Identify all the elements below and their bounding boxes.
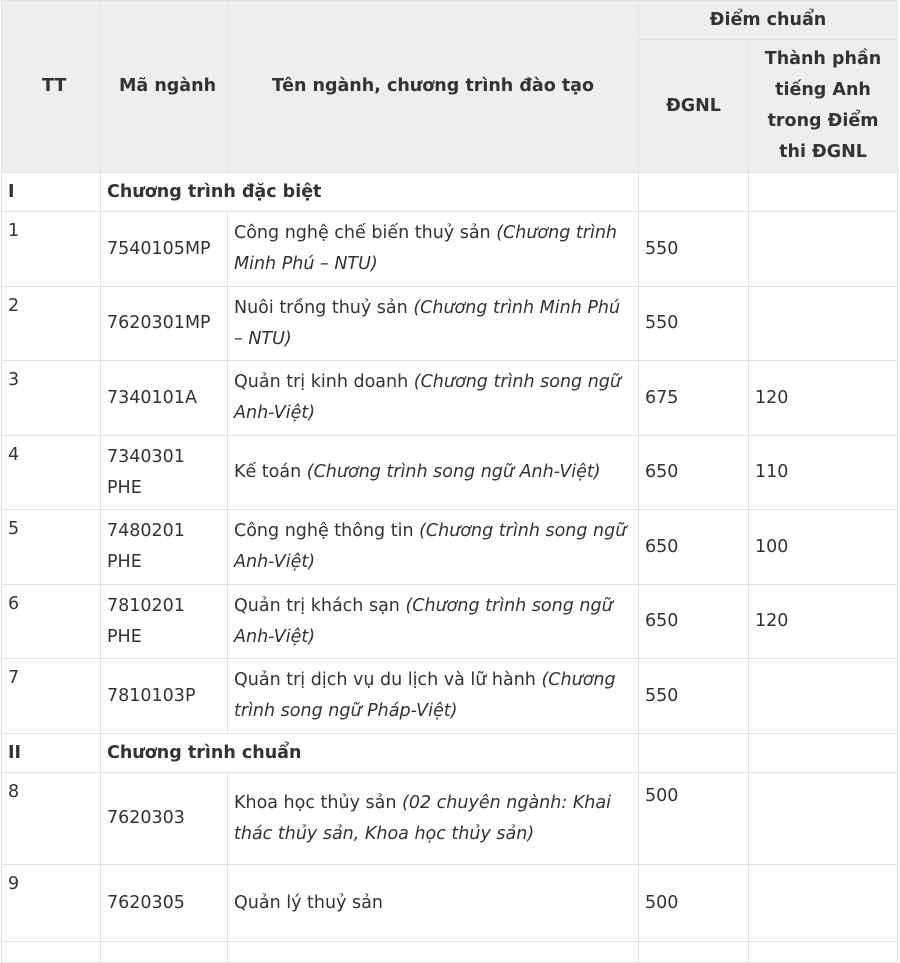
row-ma-nganh: 7810103P [101,659,228,734]
table-row [2,659,898,734]
row-tt: 1 [2,212,101,287]
header-ma-nganh: Mã ngành [101,1,228,173]
row-dgnl: 650 [639,436,749,510]
row-dgnl: 650 [639,585,749,659]
row-ma-nganh: 7340101A [101,361,228,436]
header-tt: TT [2,1,101,173]
row-ten-nganh: Công nghệ chế biến thuỷ sản (Chương trình Minh Phú – NTU) [228,212,639,287]
row-ma-nganh: 7810201 PHE [101,585,228,659]
section-row [2,734,898,773]
row-ma-nganh: 7340301 PHE [101,436,228,510]
row-tieng-anh [749,659,898,734]
row-tt: 7 [2,659,101,734]
row-ten-nganh: Kế toán (Chương trình song ngữ Anh-Việt) [228,436,639,510]
table-row [2,585,898,659]
row-tieng-anh: 120 [749,585,898,659]
row-tieng-anh: 110 [749,436,898,510]
row-dgnl: 500 [639,865,749,942]
section-row [2,173,898,212]
table-row [2,773,898,865]
table-row [2,436,898,510]
row-tt: 9 [2,865,101,942]
row-tieng-anh [749,773,898,865]
section-number: II [2,734,101,773]
row-dgnl: 675 [639,361,749,436]
row-ma-nganh: 7540105MP [101,212,228,287]
table-row [2,942,898,963]
table-row [2,361,898,436]
table-row [2,865,898,942]
row-ma-nganh: 7620301MP [101,287,228,361]
row-ten-nganh: Quản trị khách sạn (Chương trình song ngữ Anh-Việt) [228,585,639,659]
row-ten-nganh: Khoa học thủy sản (02 chuyên ngành: Khai thác thủy sản, Khoa học thủy sản) [228,773,639,865]
row-ten-nganh: Nuôi trồng thuỷ sản (Chương trình Minh Phú – NTU) [228,287,639,361]
table-row [2,287,898,361]
admission-score-table [1,0,898,963]
section-title: Chương trình chuẩn [101,734,639,773]
section-title: Chương trình đặc biệt [101,173,639,212]
row-dgnl: 550 [639,659,749,734]
header-ten-nganh: Tên ngành, chương trình đào tạo [228,1,639,173]
header-dgnl: ĐGNL [639,40,749,173]
row-ma-nganh: 7620305 [101,865,228,942]
row-ten-nganh: Quản trị dịch vụ du lịch và lữ hành (Chương trình song ngữ Pháp-Việt) [228,659,639,734]
row-tieng-anh [749,865,898,942]
row-dgnl: 650 [639,510,749,585]
row-dgnl: 550 [639,212,749,287]
row-ma-nganh: 7480201 PHE [101,510,228,585]
row-tt: 3 [2,361,101,436]
row-tt: 5 [2,510,101,585]
header-diem-chuan: Điểm chuẩn [639,1,898,40]
row-ten-nganh: Công nghệ thông tin (Chương trình song ngữ Anh-Việt) [228,510,639,585]
row-tt: 8 [2,773,101,865]
row-tieng-anh [749,287,898,361]
row-dgnl: 550 [639,287,749,361]
row-tt: 2 [2,287,101,361]
row-tieng-anh [749,212,898,287]
row-ten-nganh: Quản trị kinh doanh (Chương trình song ngữ Anh-Việt) [228,361,639,436]
row-tt: 4 [2,436,101,510]
header-thanh-phan-tieng-anh: Thành phần tiếng Anh trong Điểm thi ĐGNL [749,40,898,173]
row-ma-nganh: 7620303 [101,773,228,865]
section-number: I [2,173,101,212]
row-dgnl: 500 [639,773,749,865]
row-tt: 6 [2,585,101,659]
row-tieng-anh: 100 [749,510,898,585]
table-row [2,212,898,287]
row-tieng-anh: 120 [749,361,898,436]
table-row [2,510,898,585]
row-ten-nganh: Quản lý thuỷ sản [228,865,639,942]
